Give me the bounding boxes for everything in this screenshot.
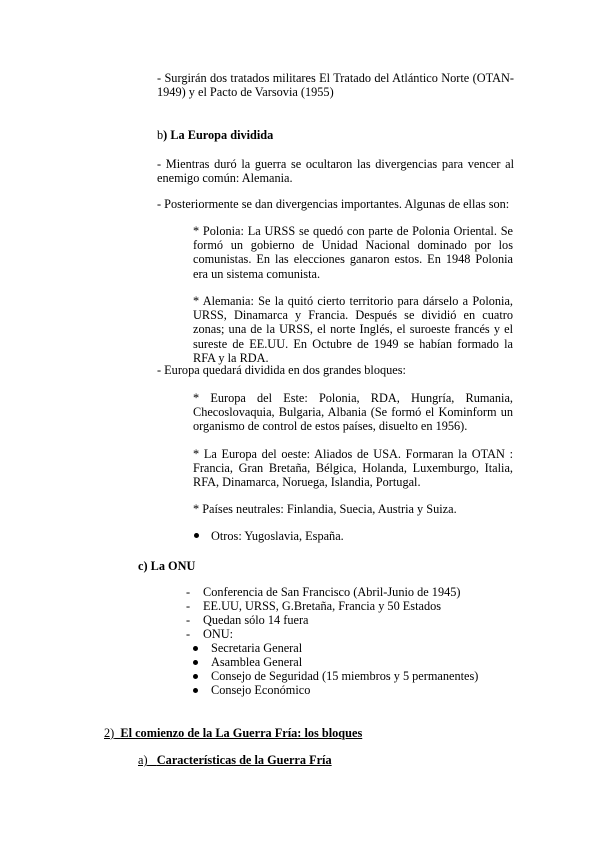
item-otros: Otros: Yugoslavia, España. bbox=[211, 529, 344, 543]
section-title: Características de la Guerra Fría bbox=[156, 753, 332, 767]
bullet-icon bbox=[193, 660, 198, 665]
dash-marker: - bbox=[186, 613, 191, 627]
onu-bullet-item: Asamblea General bbox=[211, 655, 303, 669]
onu-dash-item: ONU: bbox=[203, 627, 234, 641]
heading-onu: c) La ONU bbox=[138, 559, 196, 573]
onu-dash-item: Conferencia de San Francisco (Abril-Junio de 1945) bbox=[203, 585, 461, 599]
dash-marker: - bbox=[186, 599, 191, 613]
onu-bullet-item: Consejo Económico bbox=[211, 683, 311, 697]
bullet-icon bbox=[193, 646, 198, 651]
paragraph-tratados: - Surgirán dos tratados militares El Tratado del Atlántico Norte (OTAN-1949) y el Pacto de Varsovia (1955) bbox=[157, 71, 514, 100]
paragraph-divergencias: - Mientras duró la guerra se ocultaron las divergencias para vencer al enemigo común: Alemania. bbox=[157, 157, 514, 186]
item-europa-este: * Europa del Este: Polonia, RDA, Hungría, Rumania, Checoslovaquia, Bulgaria, Albania (Se formó el Kominform un organismo de control de estos países, disuelto en 1956). bbox=[193, 391, 513, 434]
section-letter: a) bbox=[138, 753, 148, 767]
dash-marker: - bbox=[186, 585, 191, 599]
onu-bullet-item: Secretaria General bbox=[211, 641, 303, 655]
onu-dash-item: EE.UU, URSS, G.Bretaña, Francia y 50 Estados bbox=[203, 599, 442, 613]
section-number: 2) bbox=[104, 726, 115, 740]
paragraph-posteriormente: - Posteriormente se dan divergencias importantes. Algunas de ellas son: bbox=[157, 197, 510, 211]
heading-letter: b bbox=[157, 128, 164, 142]
bullet-icon bbox=[194, 533, 199, 538]
section-2-heading bbox=[104, 726, 362, 741]
onu-dash-item: Quedan sólo 14 fuera bbox=[203, 613, 309, 627]
item-alemania: * Alemania: Se la quitó cierto territorio para dárselo a Polonia, URSS, Dinamarca y Francia. Después se dividió en cuatro zonas; una de la URSS, el norte Inglés, el suroeste francés y el sureste de EE.UU. En Octubre de 1949 se habían formado la RFA y la RDA. bbox=[193, 294, 513, 365]
bullet-icon bbox=[193, 674, 198, 679]
item-polonia: * Polonia: La URSS se quedó con parte de Polonia Oriental. Se formó un gobierno de Unidad Nacional dominado por los comunistas. En las elecciones ganaron estos. En 1948 Polonia era un sistema comunista. bbox=[193, 224, 513, 281]
paragraph-bloques: - Europa quedará dividida en dos grandes bloques: bbox=[157, 363, 406, 377]
heading-title: ) La Europa dividida bbox=[163, 128, 274, 142]
section-2a-heading bbox=[138, 753, 332, 768]
item-europa-oeste: * La Europa del oeste: Aliados de USA. Formaran la OTAN : Francia, Gran Bretaña, Bélgica, Holanda, Luxemburgo, Italia, RFA, Dinamarca, Noruega, Islandia, Portugal. bbox=[193, 447, 513, 490]
item-paises-neutrales: * Países neutrales: Finlandia, Suecia, Austria y Suiza. bbox=[193, 502, 457, 516]
dash-marker: - bbox=[186, 627, 191, 641]
bullet-icon bbox=[193, 688, 198, 693]
heading-europa-dividida bbox=[157, 128, 273, 143]
onu-bullet-item: Consejo de Seguridad (15 miembros y 5 permanentes) bbox=[211, 669, 479, 683]
section-title: El comienzo de la La Guerra Fría: los bloques bbox=[120, 726, 363, 740]
